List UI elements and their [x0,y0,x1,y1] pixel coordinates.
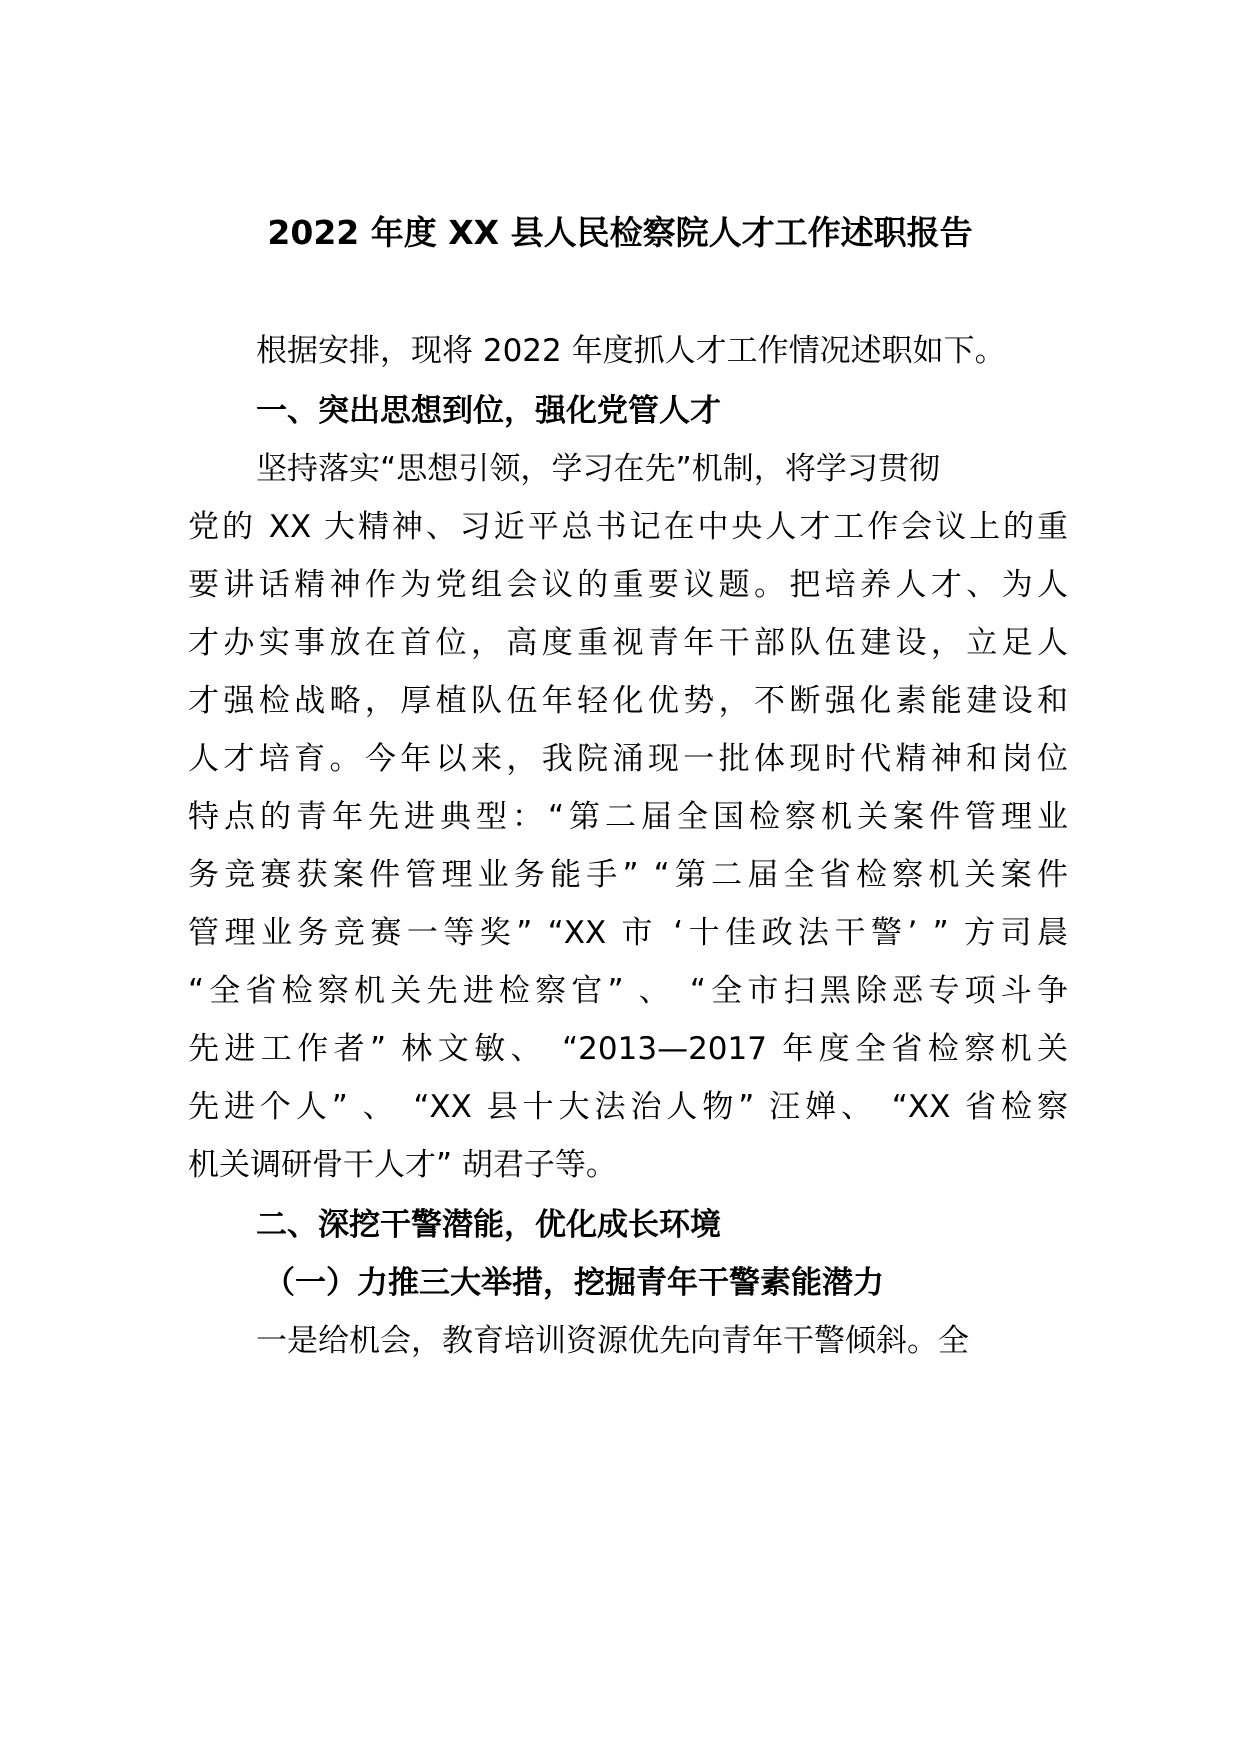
section-1-line: 先进工作者” 林文敏、 “2013—2017 年度全省检察机关 [188,1031,1068,1067]
section-1-line: 机关调研骨干人才” 胡君子等。 [188,1147,617,1183]
document-title: 2022 年度 XX 县人民检察院人才工作述职报告 [267,213,973,252]
section-2-heading: 二、深挖干警潜能，优化成长环境 [256,1207,721,1243]
section-1-line: “全省检察机关先进检察官” 、 “全市扫黑除恶专项斗争 [188,973,1068,1009]
section-1-line: 特点的青年先进典型：“第二届全国检察机关案件管理业 [188,799,1068,835]
section-1-line: 才强检战略，厚植队伍年轻化优势，不断强化素能建设和 [188,683,1068,719]
section-1-line: 先进个人” 、 “XX 县十大法治人物” 汪婵、 “XX 省检察 [188,1089,1068,1125]
section-1-line: 要讲话精神作为党组会议的重要议题。把培养人才、为人 [188,567,1068,603]
section-1-line: 才办实事放在首位，高度重视青年干部队伍建设，立足人 [188,625,1068,661]
section-1-line: 务竞赛获案件管理业务能手” “第二届全省检察机关案件 [188,857,1068,893]
section-2-subheading: （一）力推三大举措，挖掘青年干警素能潜力 [264,1265,884,1301]
section-1-heading: 一、突出思想到位，强化党管人才 [256,393,721,429]
section-2-line: 一是给机会，教育培训资源优先向青年干警倾斜。全 [256,1323,969,1359]
section-1-line: 党的 XX 大精神、习近平总书记在中央人才工作会议上的重 [188,509,1068,545]
intro-paragraph: 根据安排，现将 2022 年度抓人才工作情况述职如下。 [256,333,1006,369]
section-1-line: 坚持落实“思想引领，学习在先”机制，将学习贯彻 [256,451,940,487]
section-1-line: 管理业务竞赛一等奖” “XX 市 ‘十佳政法干警’ ” 方司晨 [188,915,1068,951]
section-1-line: 人才培育。今年以来，我院涌现一批体现时代精神和岗位 [188,741,1068,777]
